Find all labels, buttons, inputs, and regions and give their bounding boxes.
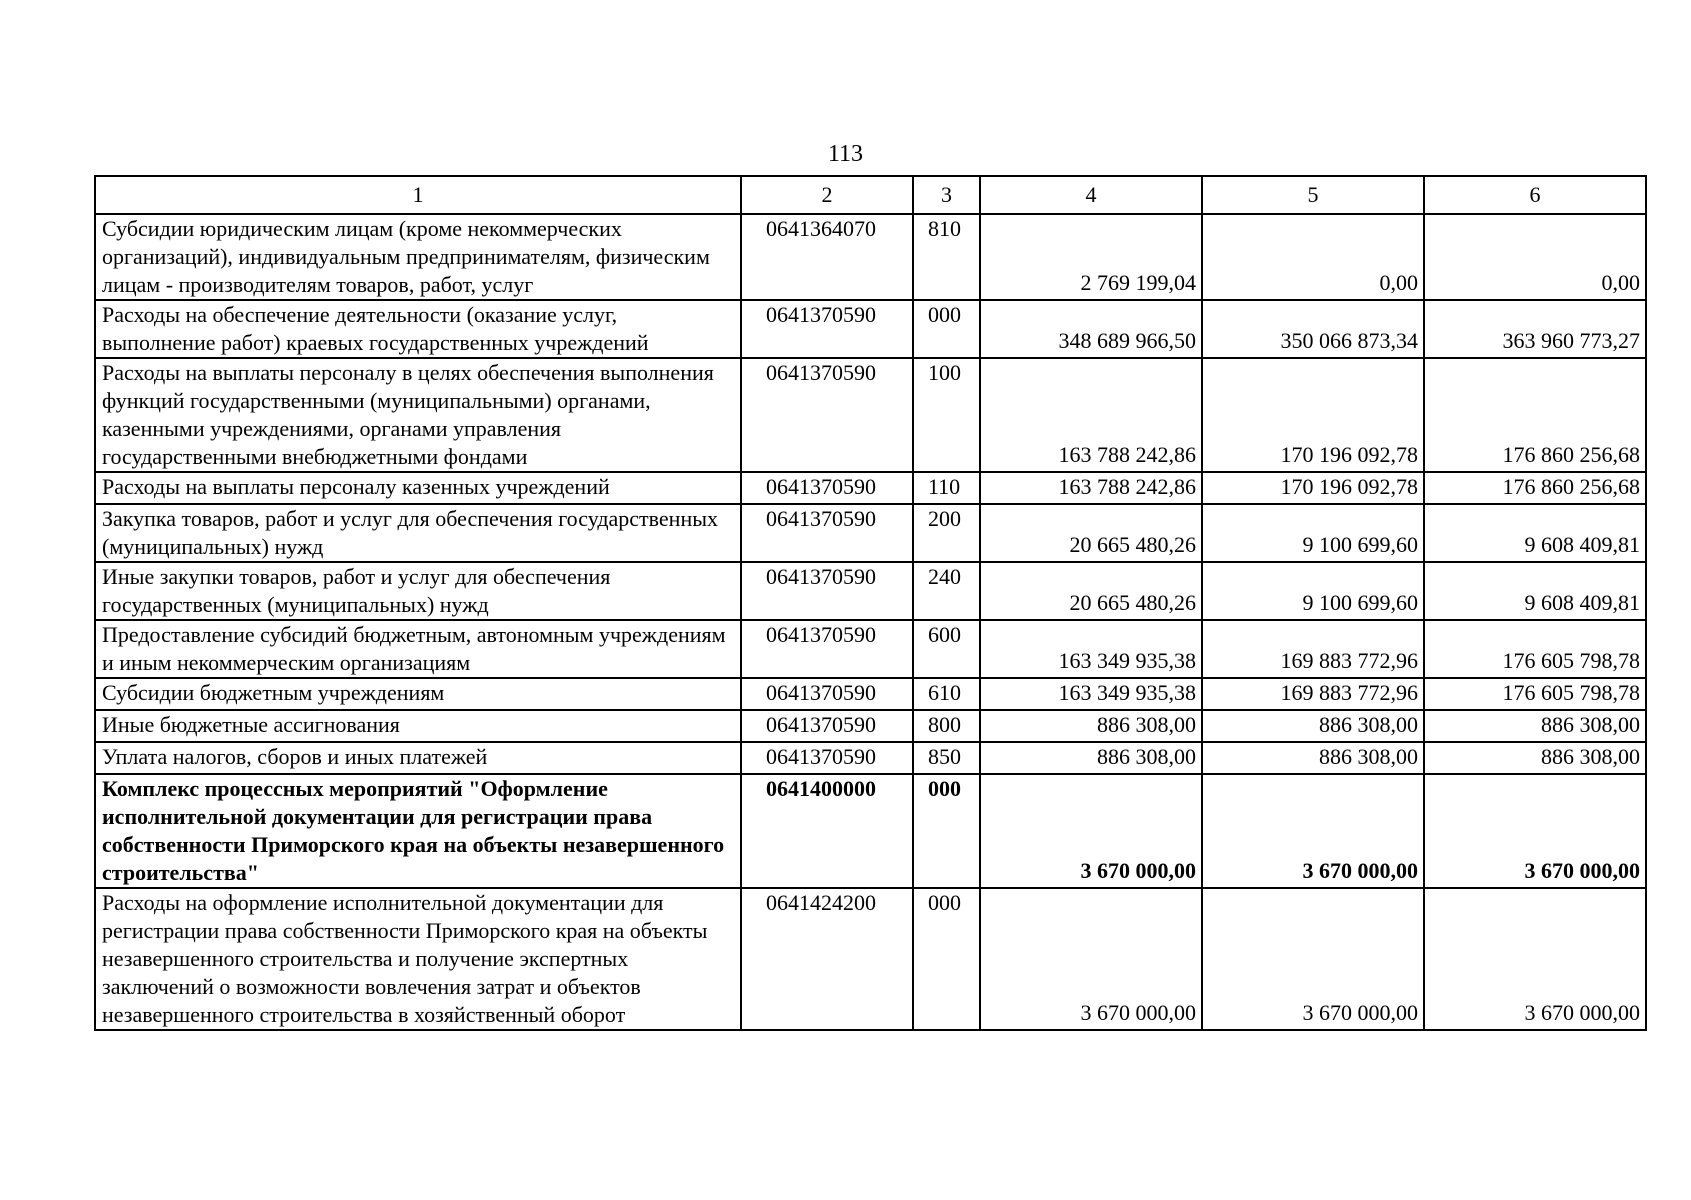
page-number: 113 bbox=[827, 141, 864, 167]
table-row bbox=[95, 562, 1646, 620]
row-name-cell: Иные бюджетные ассигнования bbox=[95, 710, 741, 742]
row-code-cell: 0641370590 bbox=[741, 562, 913, 620]
row-code-cell: 0641370590 bbox=[741, 300, 913, 358]
row-value-col6-cell: 176 860 256,68 bbox=[1424, 472, 1646, 504]
row-value-col4-cell: 163 788 242,86 bbox=[980, 472, 1202, 504]
row-name-cell: Расходы на оформление исполнительной документации для регистрации права собственности Приморского края на объекты незавершенного строительства и получение экспертных заключений о возможности вовлечения затрат и объектов незавершенного строительства в хозяйственный оборот bbox=[95, 888, 741, 1030]
row-value-col6-cell: 176 605 798,78 bbox=[1424, 678, 1646, 710]
row-code-cell: 0641370590 bbox=[741, 678, 913, 710]
row-value-col4-cell: 886 308,00 bbox=[980, 710, 1202, 742]
row-expense-type-cell: 100 bbox=[913, 358, 980, 472]
budget-table bbox=[94, 175, 1647, 1031]
row-value-col5-cell: 170 196 092,78 bbox=[1202, 472, 1424, 504]
row-name-cell: Закупка товаров, работ и услуг для обеспечения государственных (муниципальных) нужд bbox=[95, 504, 741, 562]
budget-table-body bbox=[95, 176, 1646, 1030]
row-value-col6-cell: 886 308,00 bbox=[1424, 710, 1646, 742]
row-value-col6-cell: 363 960 773,27 bbox=[1424, 300, 1646, 358]
row-value-col6-cell: 0,00 bbox=[1424, 214, 1646, 300]
row-name-cell: Иные закупки товаров, работ и услуг для обеспечения государственных (муниципальных) нужд bbox=[95, 562, 741, 620]
row-code-cell: 0641370590 bbox=[741, 472, 913, 504]
table-row bbox=[95, 742, 1646, 774]
column-header-5: 5 bbox=[1202, 176, 1424, 214]
row-expense-type-cell: 110 bbox=[913, 472, 980, 504]
row-code-cell: 0641370590 bbox=[741, 504, 913, 562]
row-expense-type-cell: 610 bbox=[913, 678, 980, 710]
row-value-col4-cell: 20 665 480,26 bbox=[980, 504, 1202, 562]
row-value-col5-cell: 169 883 772,96 bbox=[1202, 678, 1424, 710]
row-value-col4-cell: 163 788 242,86 bbox=[980, 358, 1202, 472]
row-value-col4-cell: 886 308,00 bbox=[980, 742, 1202, 774]
row-expense-type-cell: 240 bbox=[913, 562, 980, 620]
row-name-cell: Расходы на выплаты персоналу казенных учреждений bbox=[95, 472, 741, 504]
row-name-cell: Субсидии бюджетным учреждениям bbox=[95, 678, 741, 710]
table-row bbox=[95, 774, 1646, 888]
column-header-4: 4 bbox=[980, 176, 1202, 214]
row-value-col4-cell: 348 689 966,50 bbox=[980, 300, 1202, 358]
table-row bbox=[95, 678, 1646, 710]
row-value-col6-cell: 9 608 409,81 bbox=[1424, 562, 1646, 620]
row-value-col4-cell: 3 670 000,00 bbox=[980, 888, 1202, 1030]
row-name-cell: Расходы на обеспечение деятельности (оказание услуг, выполнение работ) краевых государственных учреждений bbox=[95, 300, 741, 358]
column-header-1: 1 bbox=[95, 176, 741, 214]
row-value-col5-cell: 886 308,00 bbox=[1202, 710, 1424, 742]
row-value-col5-cell: 3 670 000,00 bbox=[1202, 888, 1424, 1030]
row-value-col5-cell: 3 670 000,00 bbox=[1202, 774, 1424, 888]
row-value-col5-cell: 350 066 873,34 bbox=[1202, 300, 1424, 358]
table-row bbox=[95, 214, 1646, 300]
row-value-col5-cell: 0,00 bbox=[1202, 214, 1424, 300]
row-name-cell: Уплата налогов, сборов и иных платежей bbox=[95, 742, 741, 774]
table-row bbox=[95, 300, 1646, 358]
row-value-col5-cell: 169 883 772,96 bbox=[1202, 620, 1424, 678]
row-expense-type-cell: 000 bbox=[913, 300, 980, 358]
row-code-cell: 0641370590 bbox=[741, 742, 913, 774]
row-value-col4-cell: 20 665 480,26 bbox=[980, 562, 1202, 620]
table-row bbox=[95, 472, 1646, 504]
row-value-col5-cell: 9 100 699,60 bbox=[1202, 504, 1424, 562]
table-row bbox=[95, 504, 1646, 562]
row-expense-type-cell: 000 bbox=[913, 774, 980, 888]
row-value-col6-cell: 3 670 000,00 bbox=[1424, 888, 1646, 1030]
row-expense-type-cell: 200 bbox=[913, 504, 980, 562]
row-value-col5-cell: 170 196 092,78 bbox=[1202, 358, 1424, 472]
row-name-cell: Субсидии юридическим лицам (кроме некоммерческих организаций), индивидуальным предпринимателям, физическим лицам - производителям товаров, работ, услуг bbox=[95, 214, 741, 300]
row-expense-type-cell: 810 bbox=[913, 214, 980, 300]
column-header-2: 2 bbox=[741, 176, 913, 214]
row-value-col4-cell: 163 349 935,38 bbox=[980, 678, 1202, 710]
table-row bbox=[95, 710, 1646, 742]
table-row bbox=[95, 888, 1646, 1030]
row-name-cell: Предоставление субсидий бюджетным, автономным учреждениям и иным некоммерческим организациям bbox=[95, 620, 741, 678]
row-code-cell: 0641370590 bbox=[741, 358, 913, 472]
row-code-cell: 0641424200 bbox=[741, 888, 913, 1030]
row-expense-type-cell: 000 bbox=[913, 888, 980, 1030]
row-value-col6-cell: 3 670 000,00 bbox=[1424, 774, 1646, 888]
row-value-col4-cell: 2 769 199,04 bbox=[980, 214, 1202, 300]
row-name-cell: Расходы на выплаты персоналу в целях обеспечения выполнения функций государственными (муниципальными) органами, казенными учреждениями, органами управления государственными внебюджетными фондами bbox=[95, 358, 741, 472]
row-code-cell: 0641400000 bbox=[741, 774, 913, 888]
row-value-col4-cell: 163 349 935,38 bbox=[980, 620, 1202, 678]
row-code-cell: 0641370590 bbox=[741, 620, 913, 678]
table-header-row bbox=[95, 176, 1646, 214]
row-value-col5-cell: 886 308,00 bbox=[1202, 742, 1424, 774]
row-value-col6-cell: 9 608 409,81 bbox=[1424, 504, 1646, 562]
row-value-col6-cell: 176 860 256,68 bbox=[1424, 358, 1646, 472]
table-row bbox=[95, 358, 1646, 472]
table-row bbox=[95, 620, 1646, 678]
row-value-col6-cell: 886 308,00 bbox=[1424, 742, 1646, 774]
row-expense-type-cell: 600 bbox=[913, 620, 980, 678]
row-value-col4-cell: 3 670 000,00 bbox=[980, 774, 1202, 888]
row-code-cell: 0641364070 bbox=[741, 214, 913, 300]
row-value-col5-cell: 9 100 699,60 bbox=[1202, 562, 1424, 620]
row-expense-type-cell: 800 bbox=[913, 710, 980, 742]
row-name-cell: Комплекс процессных мероприятий "Оформление исполнительной документации для регистрации права собственности Приморского края на объекты незавершенного строительства" bbox=[95, 774, 741, 888]
column-header-3: 3 bbox=[913, 176, 980, 214]
row-expense-type-cell: 850 bbox=[913, 742, 980, 774]
column-header-6: 6 bbox=[1424, 176, 1646, 214]
row-code-cell: 0641370590 bbox=[741, 710, 913, 742]
row-value-col6-cell: 176 605 798,78 bbox=[1424, 620, 1646, 678]
